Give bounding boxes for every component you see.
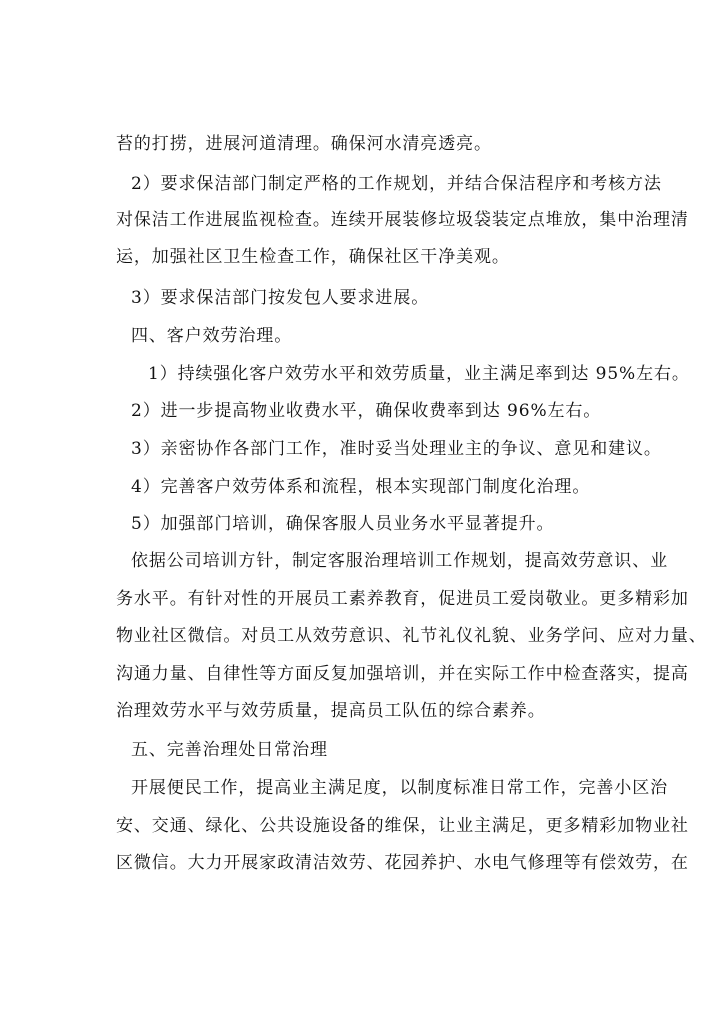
- text-line: 运，加强社区卫生检查工作，确保社区干净美观。: [116, 247, 510, 267]
- text-line: 沟通力量、自律性等方面反复加强培训，并在实际工作中检查落实，提高: [116, 664, 689, 684]
- text-line: 4）完善客户效劳体系和流程，根本实现部门制度化治理。: [131, 477, 591, 497]
- text-line: 依据公司培训方针，制定客服治理培训工作规划，提高效劳意识、业: [131, 551, 668, 571]
- text-line: 2）要求保洁部门制定严格的工作规划，并结合保洁程序和考核方法: [131, 174, 662, 194]
- text-line: 2）进一步提高物业收费水平，确保收费率到达 96%左右。: [131, 401, 602, 421]
- text-line: 3）亲密协作各部门工作，准时妥当处理业主的争议、意见和建议。: [131, 439, 662, 459]
- text-line: 务水平。有针对性的开展员工素养教育，促进员工爱岗敬业。更多精彩加: [116, 589, 689, 609]
- text-line: 物业社区微信。对员工从效劳意识、礼节礼仪礼貌、业务学问、应对力量、: [116, 626, 707, 646]
- text-line: 治理效劳水平与效劳质量，提高员工队伍的综合素养。: [116, 701, 546, 721]
- section-heading: 五、完善治理处日常治理: [131, 740, 328, 760]
- text-line: 对保洁工作进展监视检查。连续开展装修垃圾袋装定点堆放，集中治理清: [116, 210, 689, 230]
- text-line: 苔的打捞，进展河道清理。确保河水清亮透亮。: [116, 134, 492, 154]
- text-line: 3）要求保洁部门按发包人要求进展。: [131, 288, 430, 308]
- text-line: 5）加强部门培训，确保客服人员业务水平显著提升。: [131, 514, 555, 534]
- text-line: 区微信。大力开展家政清洁效劳、花园养护、水电气修理等有偿效劳，在: [116, 853, 689, 873]
- text-line: 1）持续强化客户效劳水平和效劳质量，业主满足率到达 95%左右。: [148, 364, 690, 384]
- section-heading: 四、客户效劳治理。: [131, 326, 293, 346]
- text-line: 开展便民工作，提高业主满足度，以制度标准日常工作，完善小区治: [131, 778, 668, 798]
- text-line: 安、交通、绿化、公共设施设备的维保，让业主满足，更多精彩加物业社: [116, 816, 689, 836]
